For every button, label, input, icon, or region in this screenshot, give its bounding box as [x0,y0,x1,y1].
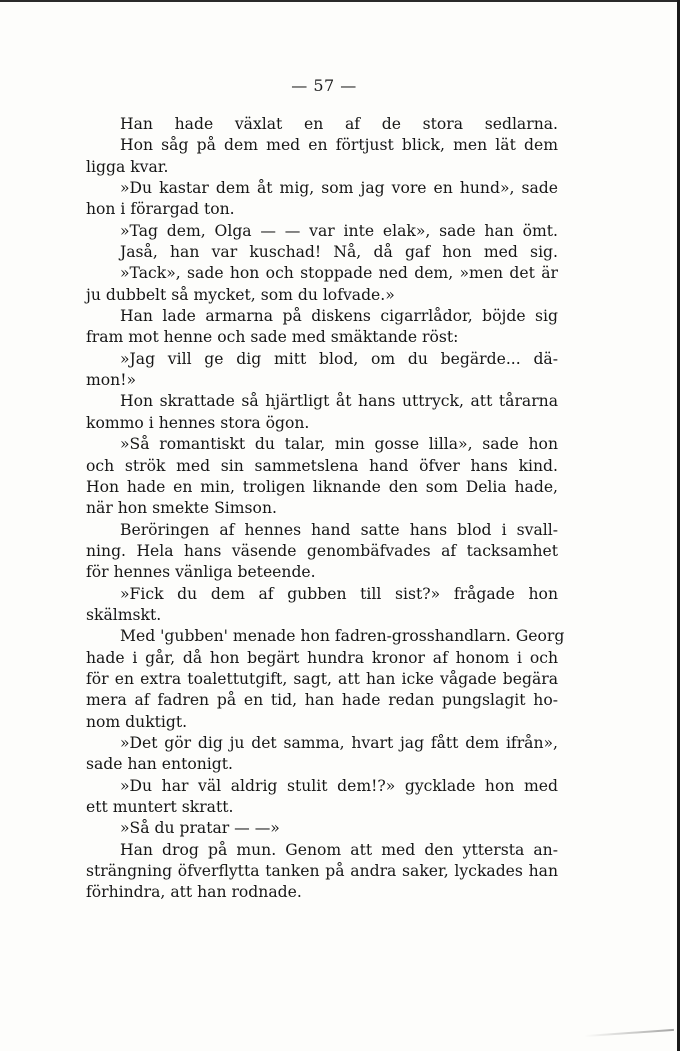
text-line: »Du kastar dem åt mig, som jag vore en hund», sade [120,179,558,198]
text-line: fram mot henne och sade med smäktande röst: [86,328,459,347]
text-line: »Så romantiskt du talar, min gosse lilla», sade hon [120,435,558,454]
text-line: nom duktigt. [86,712,188,731]
text-line: »Så du pratar — —» [120,819,280,838]
text-line: ju dubbelt så mycket, som du lofvade.» [86,285,395,304]
text-line: för en extra toalettutgift, sagt, att han icke vågade begära [86,669,558,688]
text-line: ett muntert skratt. [86,798,234,816]
text-line: Hon skrattade så hjärtligt åt hans uttryck, att tårarna [120,392,558,411]
text-line: »Tag dem, Olga — — var inte elak», sade han ömt. [120,221,558,240]
text-line: Han drog på mun. Genom att med den yttersta an- [120,840,558,859]
body-text [86,114,565,904]
text-line: Han hade växlat en af de stora sedlarna. [120,115,558,133]
text-line: »Jag vill ge dig mitt blod, om du begärde... dä- [120,349,558,368]
text-line: »Tack», sade hon och stoppade ned dem, »men det är [120,264,558,283]
text-line: mon!» [86,371,137,390]
text-line: Beröringen af hennes hand satte hans blod i svall- [120,520,558,539]
text-line: och strök med sin sammetslena hand öfver hans kind. [86,456,558,475]
text-line: strängning öfverflytta tanken på andra saker, lyckades han [86,862,558,881]
scan-artifact [584,1029,674,1037]
text-line: ning. Hela hans väsende genombäfvades af tacksamhet [86,541,558,560]
text-line: Han lade armarna på diskens cigarrlådor, böjde sig [120,307,558,326]
text-line: för hennes vänliga beteende. [86,563,316,582]
text-line: Hon såg på dem med en förtjust blick, men lät dem [120,136,558,155]
page-number: — 57 — [291,76,357,95]
text-line: mera af fadren på en tid, han hade redan pungslagit ho- [86,691,558,710]
text-line: sade han entonigt. [86,755,233,774]
text-line: hon i förargad ton. [86,200,235,219]
text-line: »Det gör dig ju det samma, hvart jag fått dem ifrån», [120,733,558,752]
text-line: skälmskt. [86,605,162,624]
text-line: Med 'gubben' menade hon fadren-grosshandlarn. Georg [120,627,565,646]
page-top-edge [0,0,680,2]
text-line: »Fick du dem af gubben till sist?» frågade hon [120,584,558,603]
text-line: Hon hade en min, troligen liknande den som Delia hade, [86,477,558,496]
text-line: »Du har väl aldrig stulit dem!?» gycklade hon med [120,776,558,795]
text-line: Jaså, han var kuschad! Nå, då gaf hon med sig. [120,243,558,262]
text-line: hade i går, då hon begärt hundra kronor af honom i och [86,648,558,667]
text-line: ligga kvar. [86,157,169,176]
text-line: kommo i hennes stora ögon. [86,413,310,432]
text-line: när hon smekte Simson. [86,499,277,518]
text-line: förhindra, att han rodnade. [86,883,302,902]
